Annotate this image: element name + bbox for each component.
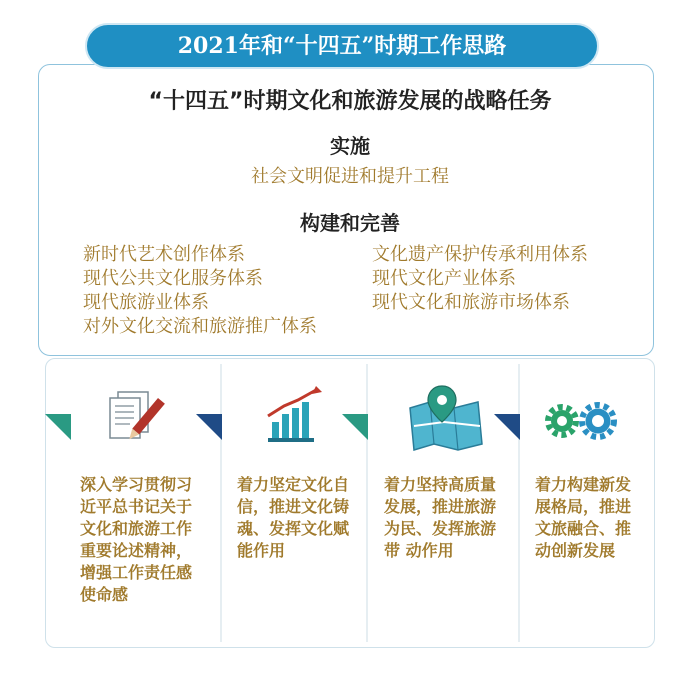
section1-item: 社会文明促进和提升工程 bbox=[251, 166, 449, 187]
system-item-right-3: 现代文化和旅游市场体系 bbox=[372, 292, 570, 313]
section2-heading: 构建和完善 bbox=[300, 211, 400, 235]
system-item-right-1: 文化遗产保护传承利用体系 bbox=[372, 244, 588, 265]
system-item-left-2: 现代公共文化服务体系 bbox=[83, 268, 263, 289]
banner-title: 2021年和“十四五”时期工作思路 bbox=[85, 23, 599, 69]
teal-triangle bbox=[45, 414, 71, 440]
gears-icon bbox=[540, 396, 624, 446]
growth-chart-icon bbox=[262, 384, 332, 448]
system-item-left-1: 新时代艺术创作体系 bbox=[83, 244, 245, 265]
panel-divider bbox=[518, 364, 520, 642]
section1-heading: 实施 bbox=[330, 134, 370, 158]
panel-4-text: 着力构建新发展格局，推进文旅融合、推动创新发展 bbox=[535, 475, 632, 560]
document-pen-icon bbox=[100, 384, 192, 456]
panel-2-text: 着力坚定文化自信，推进文化铸魂、发挥文化赋能作用 bbox=[237, 475, 350, 560]
strategy-title: “十四五”时期文化和旅游发展的战略任务 bbox=[148, 89, 552, 114]
system-item-left-3: 现代旅游业体系 bbox=[83, 292, 209, 313]
navy-triangle bbox=[196, 414, 222, 440]
teal-triangle bbox=[342, 414, 368, 440]
navy-triangle bbox=[494, 414, 520, 440]
panel-divider bbox=[220, 364, 222, 642]
system-item-right-2: 现代文化产业体系 bbox=[372, 268, 516, 289]
panel-3-text: 着力坚持高质量发展，推进旅游为民、发挥旅游带 动作用 bbox=[384, 475, 497, 560]
map-pin-icon bbox=[404, 382, 486, 454]
system-item-left-4: 对外文化交流和旅游推广体系 bbox=[83, 316, 317, 337]
panel-1-text: 深入学习贯彻习近平总书记关于文化和旅游工作重要论述精神，增强工作责任感使命感 bbox=[80, 475, 193, 604]
panel-divider bbox=[366, 364, 368, 642]
